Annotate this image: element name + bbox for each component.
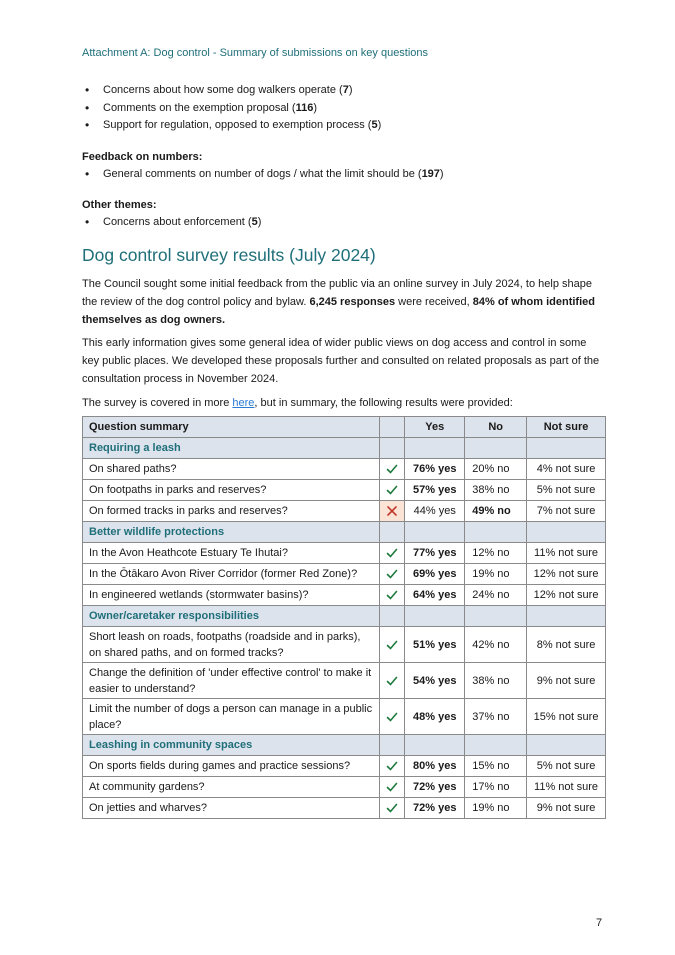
question-cell: Change the definition of 'under effective control' to make it easier to understand? [83, 663, 380, 699]
result-icon-cell [380, 501, 405, 522]
bullet-list-top [82, 82, 606, 135]
table-body [83, 438, 606, 819]
table-row [83, 777, 606, 798]
numbers-label: Feedback on numbers: [82, 150, 203, 163]
bullet-text: Concerns about how some dog walkers operate ( [103, 84, 343, 96]
no-cell: 24% no [465, 585, 527, 606]
section-heading: Dog control survey results (July 2024) [82, 245, 376, 265]
para1-text-a: The Council sought some initial feedback from the public via an online survey in July 2024, to help shape the review of the dog control policy and bylaw. [82, 278, 592, 308]
table-row [83, 756, 606, 777]
group-empty-cell [405, 606, 465, 627]
no-cell: 49% no [465, 501, 527, 522]
yes-cell: 80% yes [405, 756, 465, 777]
bullet-text-end: ) [313, 101, 318, 114]
bullet-count: 5 [371, 119, 378, 131]
bullet-count: 7 [342, 84, 349, 96]
header-not-sure: Not sure [527, 417, 606, 438]
intro-paragraph [82, 275, 606, 329]
survey-link[interactable]: here [232, 397, 255, 409]
check-icon [386, 711, 398, 723]
yes-cell: 72% yes [405, 777, 465, 798]
question-cell: On shared paths? [83, 459, 380, 480]
group-empty-cell [380, 522, 405, 543]
question-cell: On sports fields during games and practice sessions? [83, 756, 380, 777]
question-cell: In engineered wetlands (stormwater basins)? [83, 585, 380, 606]
yes-cell: 57% yes [405, 480, 465, 501]
table-group-row [83, 522, 606, 543]
header-icon [380, 417, 405, 438]
bullet-count: 197 [421, 167, 440, 180]
bullet-text: General comments on number of dogs / what the limit should be ( [103, 167, 422, 180]
group-label: Requiring a leash [83, 438, 380, 459]
not-sure-cell: 9% not sure [527, 663, 606, 699]
question-cell: On formed tracks in parks and reserves? [83, 501, 380, 522]
theme-item [82, 117, 606, 135]
no-cell: 42% no [465, 627, 527, 663]
group-empty-cell [405, 735, 465, 756]
table-row [83, 798, 606, 819]
not-sure-cell: 7% not sure [527, 501, 606, 522]
numbers-item [82, 166, 606, 184]
yes-cell: 64% yes [405, 585, 465, 606]
result-icon-cell [380, 627, 405, 663]
theme-item [82, 100, 606, 118]
table-group-row [83, 735, 606, 756]
yes-cell: 51% yes [405, 627, 465, 663]
no-cell: 38% no [465, 480, 527, 501]
group-empty-cell [465, 438, 527, 459]
result-icon-cell [380, 798, 405, 819]
bullet-text-end: ) [377, 119, 382, 131]
not-sure-cell: 5% not sure [527, 756, 606, 777]
page-header: Attachment A: Dog control - Summary of submissions on key questions [82, 47, 429, 59]
yes-cell: 48% yes [405, 699, 465, 735]
no-cell: 38% no [465, 663, 527, 699]
group-label: Leashing in community spaces [83, 735, 380, 756]
para3-text-b: , but in summary, the following results were provided: [254, 397, 513, 409]
cross-icon [386, 505, 398, 517]
header-yes: Yes [405, 417, 465, 438]
bullet-text: Comments on the exemption proposal ( [103, 101, 296, 114]
bullet-text-end: ) [257, 216, 262, 228]
question-cell: In the Ōtākaro Avon River Corridor (former Red Zone)? [83, 564, 380, 585]
table-row [83, 459, 606, 480]
responses-count: 6,245 responses [309, 296, 396, 308]
table-row [83, 663, 606, 699]
bullet-count: 5 [251, 216, 258, 228]
no-cell: 19% no [465, 564, 527, 585]
not-sure-cell: 5% not sure [527, 480, 606, 501]
check-icon [386, 760, 398, 772]
group-empty-cell [405, 522, 465, 543]
no-cell: 19% no [465, 798, 527, 819]
not-sure-cell: 9% not sure [527, 798, 606, 819]
group-empty-cell [465, 735, 527, 756]
para3-text-a: The survey is covered in more [82, 397, 233, 409]
group-empty-cell [527, 522, 606, 543]
bullet-text: Concerns about enforcement ( [103, 216, 252, 228]
table-row [83, 501, 606, 522]
context-paragraph: This early information gives some general idea of wider public views on dog access and control in some key public places. We developed these proposals further and consulted on related proposals as part of the consultation process in November 2024. [82, 337, 600, 385]
result-icon-cell [380, 480, 405, 501]
bullet-text-end: ) [439, 167, 444, 180]
bullet-text: Support for regulation, opposed to exemption process ( [103, 119, 372, 131]
yes-cell: 69% yes [405, 564, 465, 585]
table-row [83, 627, 606, 663]
check-icon [386, 463, 398, 475]
yes-cell: 77% yes [405, 543, 465, 564]
group-empty-cell [380, 606, 405, 627]
theme-item [82, 82, 606, 100]
not-sure-cell: 12% not sure [527, 585, 606, 606]
table-row [83, 480, 606, 501]
table-group-row [83, 606, 606, 627]
survey-link-paragraph [82, 394, 606, 412]
check-icon [386, 781, 398, 793]
yes-cell: 76% yes [405, 459, 465, 480]
check-icon [386, 484, 398, 496]
check-icon [386, 589, 398, 601]
table-row [83, 699, 606, 735]
table-header-row [83, 417, 606, 438]
result-icon-cell [380, 756, 405, 777]
result-icon-cell [380, 459, 405, 480]
not-sure-cell: 4% not sure [527, 459, 606, 480]
submission-themes [82, 82, 606, 232]
group-empty-cell [380, 438, 405, 459]
group-empty-cell [465, 522, 527, 543]
header-question: Question summary [83, 417, 380, 438]
group-empty-cell [527, 438, 606, 459]
bullet-text-end: ) [348, 84, 353, 96]
check-icon [386, 675, 398, 687]
question-cell: Short leash on roads, footpaths (roadside and in parks), on shared paths, and on formed tracks? [83, 627, 380, 663]
result-icon-cell [380, 585, 405, 606]
no-cell: 17% no [465, 777, 527, 798]
header-no: No [465, 417, 527, 438]
yes-cell: 44% yes [405, 501, 465, 522]
group-empty-cell [465, 606, 527, 627]
other-theme-item [82, 214, 606, 232]
result-icon-cell [380, 663, 405, 699]
bullet-list-numbers [82, 166, 606, 184]
result-icon-cell [380, 777, 405, 798]
group-empty-cell [405, 438, 465, 459]
yes-cell: 72% yes [405, 798, 465, 819]
question-cell: Limit the number of dogs a person can manage in a public place? [83, 699, 380, 735]
group-empty-cell [380, 735, 405, 756]
result-icon-cell [380, 699, 405, 735]
result-icon-cell [380, 564, 405, 585]
not-sure-cell: 11% not sure [527, 543, 606, 564]
not-sure-cell: 15% not sure [527, 699, 606, 735]
no-cell: 15% no [465, 756, 527, 777]
bullet-count: 116 [295, 101, 314, 114]
group-label: Owner/caretaker responsibilities [83, 606, 380, 627]
dog-owner-share: 84% of whom identified themselves as dog owners. [82, 296, 595, 326]
other-themes-label: Other themes: [82, 199, 157, 211]
question-cell: At community gardens? [83, 777, 380, 798]
question-cell: On jetties and wharves? [83, 798, 380, 819]
check-icon [386, 547, 398, 559]
table-group-row [83, 438, 606, 459]
no-cell: 20% no [465, 459, 527, 480]
not-sure-cell: 11% not sure [527, 777, 606, 798]
group-empty-cell [527, 606, 606, 627]
question-cell: On footpaths in parks and reserves? [83, 480, 380, 501]
not-sure-cell: 8% not sure [527, 627, 606, 663]
survey-results-table [82, 416, 606, 819]
check-icon [386, 568, 398, 580]
bullet-list-other [82, 214, 606, 232]
check-icon [386, 639, 398, 651]
no-cell: 37% no [465, 699, 527, 735]
no-cell: 12% no [465, 543, 527, 564]
result-icon-cell [380, 543, 405, 564]
table-row [83, 585, 606, 606]
page-number: 7 [596, 917, 603, 929]
yes-cell: 54% yes [405, 663, 465, 699]
group-empty-cell [527, 735, 606, 756]
table-row [83, 564, 606, 585]
question-cell: In the Avon Heathcote Estuary Te Ihutai? [83, 543, 380, 564]
check-icon [386, 802, 398, 814]
group-label: Better wildlife protections [83, 522, 380, 543]
not-sure-cell: 12% not sure [527, 564, 606, 585]
para1-text-c: were received, [395, 296, 473, 308]
table-row [83, 543, 606, 564]
